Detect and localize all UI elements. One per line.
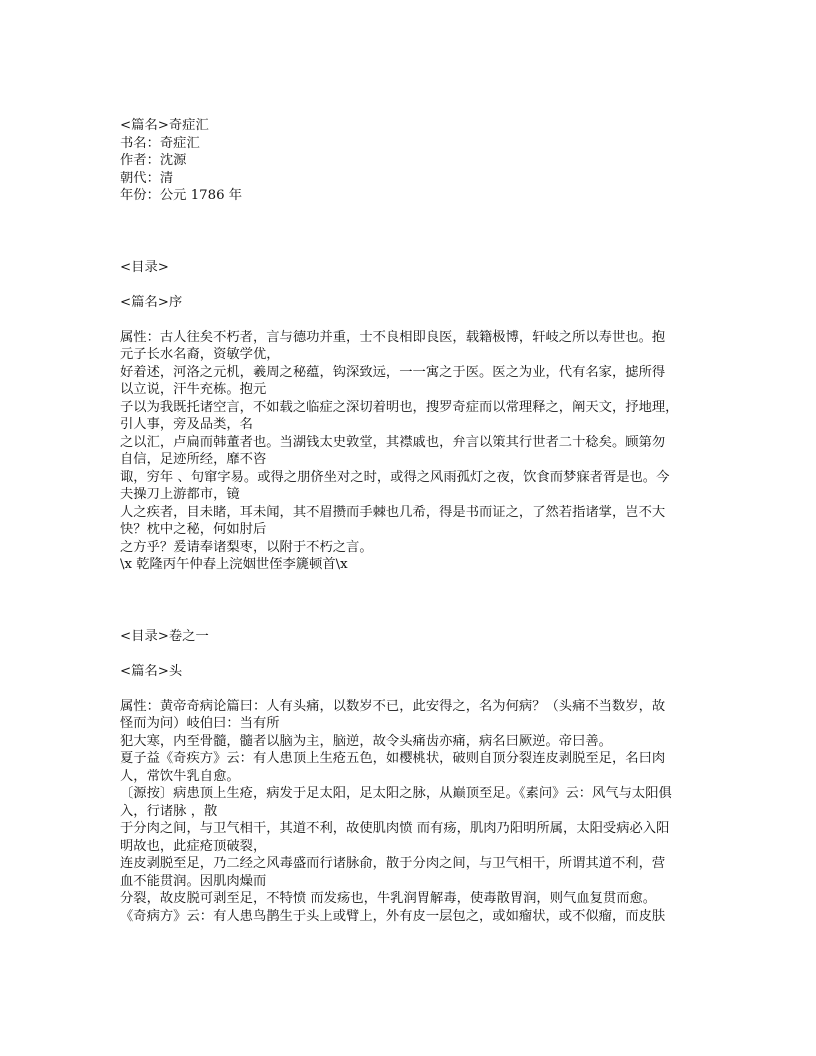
author: 作者：沈源 [120, 153, 187, 168]
text-line: 分裂，故皮脱可剥至足，不特愤 而发疡也，牛乳润胃解毒，使毒散胃润，则气血复贯而愈。 [120, 891, 657, 906]
text-line: 夏子益《奇疾方》云：有人患顶上生疮五色，如樱桃状，破则自顶分裂连皮剥脱至足，名曰肉 [120, 751, 666, 766]
text-line: 于分肉之间，与卫气相干，其道不利，故使肌肉愤 而有疡，肌肉乃阳明所属，太阳受病必入阳 [120, 821, 670, 836]
text-line: 人之疾者，目未睹，耳未闻，其不眉攒而手棘也几希，得是书而证之，了然若指诸掌，岂不大 [120, 504, 666, 520]
text-line: 属性：古人往矣不朽者，言与德功并重，士不良相即良医，载籍极博，轩岐之所以寿世也。抱 [120, 329, 666, 345]
section-preface [120, 259, 705, 574]
chapter-heading: <篇名>奇症汇 [120, 118, 209, 133]
text-line: 引人事，旁及品类，名 [120, 417, 253, 432]
signature-line: \x 乾隆丙午仲春上浣姻世侄李篪顿首\x [120, 557, 348, 572]
head-paragraph [120, 698, 705, 926]
text-line: 快？枕中之秘，何如肘后 [120, 522, 267, 537]
chapter-heading: <篇名>序 [120, 294, 183, 310]
spacer [120, 680, 705, 698]
spacer [120, 205, 705, 259]
year: 年份：公元 1786 年 [120, 188, 243, 203]
toc-label: <目录> [120, 259, 169, 275]
text-line: 连皮剥脱至足，乃二经之风毒盛而行诸脉俞，散于分肉之间，与卫气相干，所谓其道不利，营 [120, 856, 666, 871]
preface-paragraph [120, 329, 705, 574]
text-line: 之方乎？爰请奉诸梨枣，以附于不朽之言。 [120, 539, 373, 555]
section-head [120, 628, 705, 926]
text-line: 血不能贯润。因肌肉燥而 [120, 873, 267, 889]
text-line: 《奇病方》云：有人患鸟鹊生于头上或臂上，外有皮一层包之，或如瘤状，或不似瘤，而皮肤 [120, 908, 666, 924]
text-line: 明故也，此症疮顶破裂， [120, 838, 267, 854]
text-line: 人，常饮牛乳自愈。 [120, 768, 240, 784]
text-line: 怪而为问）岐伯曰：当有所 [120, 716, 280, 731]
dynasty: 朝代：清 [120, 170, 174, 186]
text-line: 自信，足迹所经，靡不咨 [120, 452, 267, 467]
text-line: 元子长水名裔，资敏学优， [120, 347, 280, 362]
text-line: 之以汇，卢扁而韩董者也。当湖钱太史敦堂，其襟戚也，弁言以策其行世者二十稔矣。顾第勿 [120, 434, 666, 450]
document-page [120, 117, 705, 925]
toc-label: <目录>卷之一 [120, 628, 209, 644]
text-line: 入，行诸脉 ，散 [120, 803, 218, 819]
text-line: 犯大寒，内至骨髓，髓者以脑为主，脑逆，故令头痛齿亦痛，病名曰厥逆。帝曰善。 [120, 733, 612, 749]
chapter-heading: <篇名>头 [120, 663, 183, 679]
text-line: 属性：黄帝奇病论篇曰：人有头痛，以数岁不已，此安得之，名为何病？（头痛不当数岁，故 [120, 698, 666, 714]
book-name: 书名：奇症汇 [120, 135, 200, 151]
book-metadata [120, 117, 705, 205]
text-line: 好着述，河洛之元机，羲周之秘蕴，钩深致远，一一寓之于医。医之为业，代有名家，摅所得 [120, 364, 666, 380]
spacer [120, 311, 705, 329]
text-line: 子以为我既托诸空言，不如载之临症之深切着明也，搜罗奇症而以常理释之，阐天文，抒地理， [120, 399, 679, 415]
text-line: 以立说，汗牛充栋。抱元 [120, 382, 267, 397]
spacer [120, 276, 705, 294]
spacer [120, 574, 705, 628]
spacer [120, 645, 705, 663]
text-line: 夫操刀上游都市，镜 [120, 487, 240, 502]
text-line: 〔源按〕病患顶上生疮，病发于足太阳，足太阳之脉，从巅顶至足。《素问》云：风气与太阳俱 [120, 786, 672, 801]
text-line: 诹，穷年 、句窜字易。或得之朋侪坐对之时，或得之风雨孤灯之夜，饮食而梦寐者胥是也。今 [120, 469, 670, 485]
